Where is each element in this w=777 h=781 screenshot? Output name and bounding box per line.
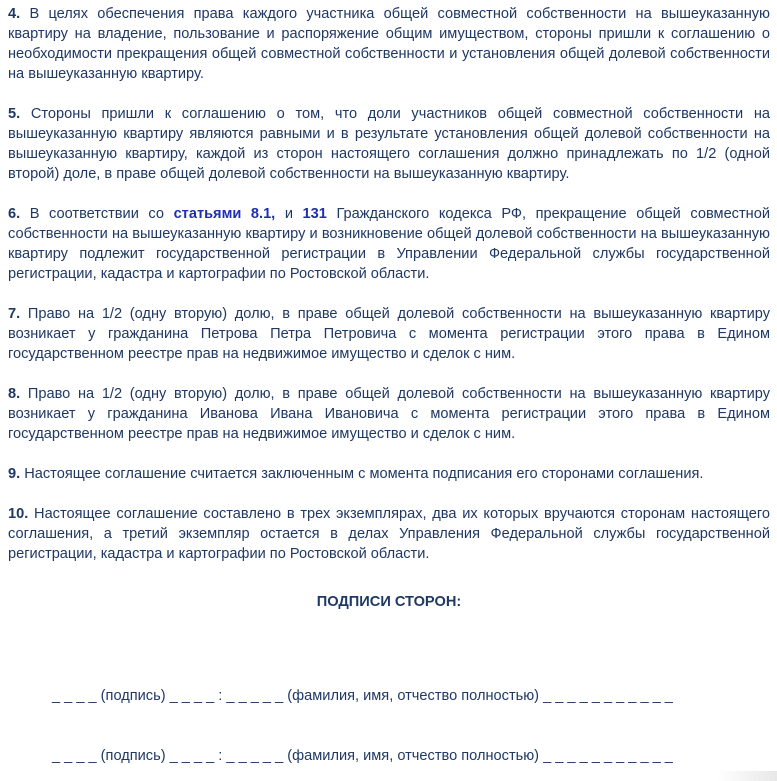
clause-text: Право на 1/2 (одну вторую) долю, в праве общей долевой собственности на вышеуказанную квартиру возникает у гражданина Иванова Ивана Ивановича с момента регистрации этого права в Едином государственном реестре прав на недвижимое имущество и сделок с ним. [8, 386, 770, 442]
clause-text: Настоящее соглашение составлено в трех экземплярах, два их которых вручаются сторонам настоящего соглашения, а третий экземпляр остается в делах Управления Федеральной службы государственной регистрации, кадастра и картографии по Ростовской области. [8, 506, 770, 562]
clause-10 [8, 504, 770, 564]
clause-5 [8, 104, 770, 184]
law-link-articles-8-1[interactable]: статьями 8.1, [173, 206, 276, 222]
signature-line-2: _ _ _ _ (подпись) _ _ _ _ : _ _ _ _ _ (фамилия, имя, отчество полностью) _ _ _ _ _ _ _ _ _ _ _ [52, 748, 673, 764]
clause-number: 5. [8, 106, 21, 122]
page-corner-shadow [717, 771, 777, 781]
document-body [8, 4, 770, 612]
clause-number: 6. [8, 206, 21, 222]
clause-text-mid: и [284, 206, 293, 222]
clause-number: 7. [8, 306, 21, 322]
clause-number: 8. [8, 386, 21, 402]
clause-text-before: В соответствии со [29, 206, 164, 222]
clause-number: 10. [8, 506, 29, 522]
signatures-title: ПОДПИСИ СТОРОН: [316, 594, 462, 610]
clause-text: Право на 1/2 (одну вторую) долю, в праве общей долевой собственности на вышеуказанную квартиру возникает у гражданина Петрова Петра Петровича с момента регистрации этого права в Едином государственном реестре прав на недвижимое имущество и сделок с ним. [8, 306, 770, 362]
signature-line-1: _ _ _ _ (подпись) _ _ _ _ : _ _ _ _ _ (фамилия, имя, отчество полностью) _ _ _ _ _ _ _ _ _ _ _ [52, 688, 673, 704]
clause-number: 9. [8, 466, 21, 482]
clause-9 [8, 464, 770, 484]
law-link-article-131[interactable]: 131 [302, 206, 327, 222]
clause-text: В целях обеспечения права каждого участника общей совместной собственности на вышеуказанную квартиру на владение, пользование и распоряжение общим имуществом, стороны пришли к соглашению о необходимости прекращения общей совместной собственности и установления общей долевой собственности на вышеуказанную квартиру. [8, 6, 770, 82]
clause-number: 4. [8, 6, 21, 22]
clause-text-after: Гражданского кодекса РФ, прекращение общей совместной собственности на вышеуказанную квартиру и возникновение общей долевой собственности на вышеуказанную квартиру подлежит государственной регистрации в Управлении Федеральной службы государственной регистрации, кадастра и картографии по Ростовской области. [8, 206, 770, 282]
clause-6 [8, 204, 770, 284]
clause-text: Настоящее соглашение считается заключенным с момента подписания его сторонами соглашения. [24, 466, 704, 482]
clause-8 [8, 384, 770, 444]
clause-text: Стороны пришли к соглашению о том, что доли участников общей совместной собственности на вышеуказанную квартиру являются равными и в результате установления общей долевой собственности на вышеуказанную квартиру, каждой из сторон настоящего соглашения должно принадлежать по 1/2 (одной второй) доле, в праве общей долевой собственности на вышеуказанную квартиру. [8, 106, 770, 182]
clause-7 [8, 304, 770, 364]
clause-4 [8, 4, 770, 84]
